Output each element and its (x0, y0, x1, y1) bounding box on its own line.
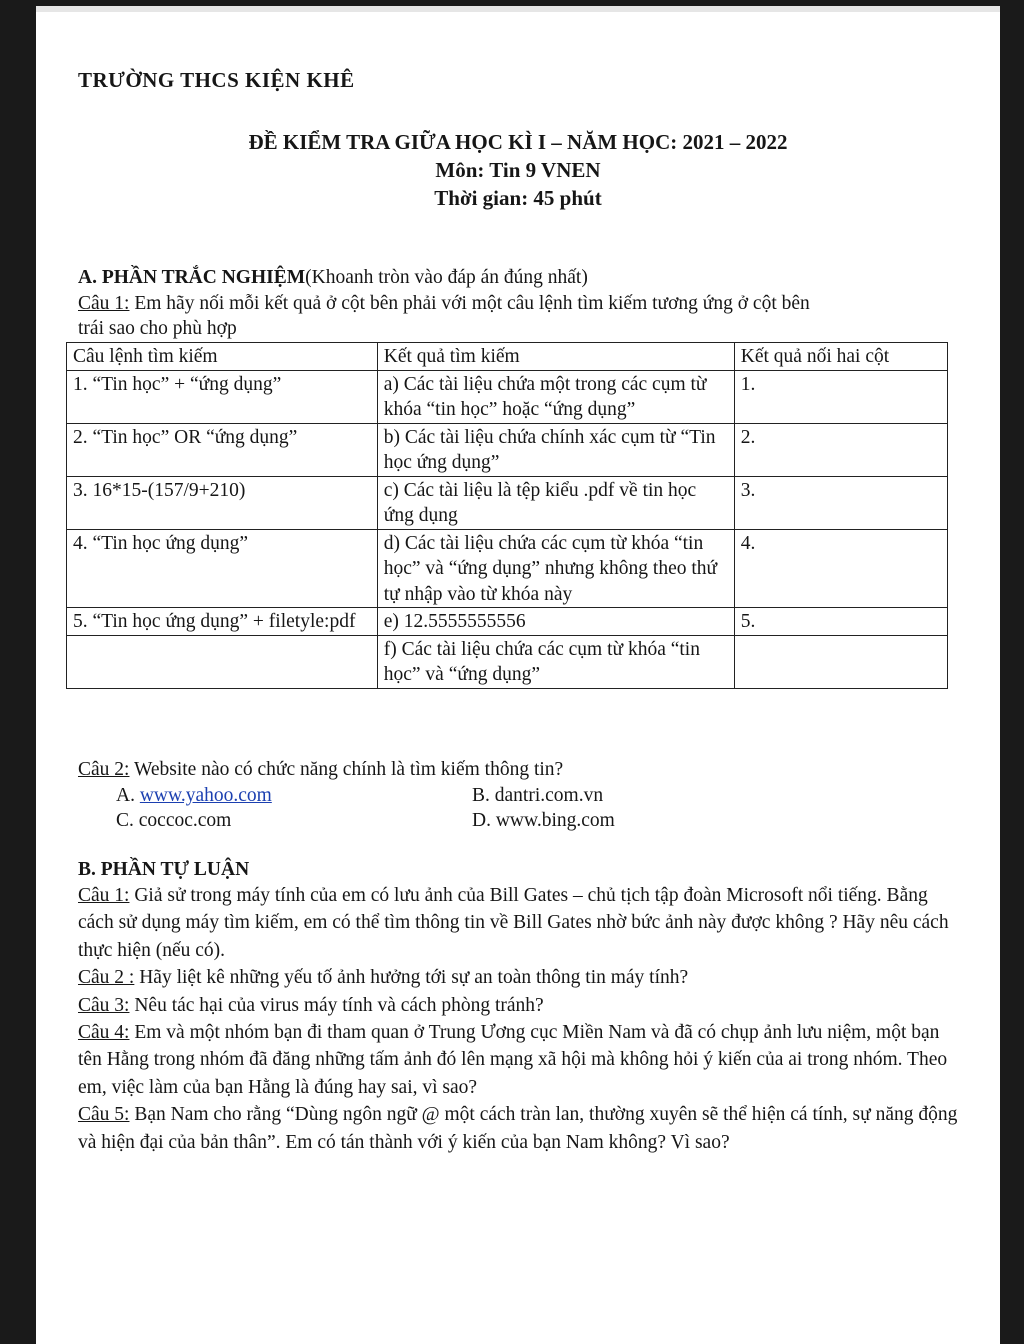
part-a-heading: A. PHẦN TRẮC NGHIỆM (78, 267, 306, 288)
q2-option-c: C. coccoc.com (116, 810, 232, 831)
match-cell: 3. (734, 476, 947, 529)
table-header-cell: Kết quả tìm kiếm (377, 343, 734, 371)
table-row (67, 423, 948, 476)
part-b-heading: B. PHẦN TỰ LUẬN (78, 859, 250, 880)
essay-q5-label: Câu 5: (78, 1104, 130, 1126)
result-cell: a) Các tài liệu chứa một trong các cụm từ khóa “tin học” hoặc “ứng dụng” (377, 370, 734, 423)
result-cell: f) Các tài liệu chứa các cụm từ khóa “tin học” và “ứng dụng” (377, 635, 734, 688)
essay-q1-label: Câu 1: (78, 885, 130, 906)
q1-text-line1: Em hãy nối mỗi kết quả ở cột bên phải với một câu lệnh tìm kiếm tương ứng ở cột bên (129, 293, 810, 314)
match-cell: 4. (734, 529, 947, 608)
q1-text-line2: trái sao cho phù hợp (78, 318, 237, 339)
match-cell: 1. (734, 370, 947, 423)
command-cell: 5. “Tin học ứng dụng” + filetyle:pdf (67, 608, 378, 636)
command-cell: 3. 16*15-(157/9+210) (67, 476, 378, 529)
essay-q2-label: Câu 2 : (78, 967, 135, 989)
command-cell: 2. “Tin học” OR “ứng dụng” (67, 423, 378, 476)
table-header-cell: Câu lệnh tìm kiếm (67, 343, 378, 371)
q2-label: Câu 2: (78, 759, 130, 780)
essay-q4-text: Em và một nhóm bạn đi tham quan ở Trung Ương cục Miền Nam và đã có chụp ảnh lưu niệm, một bạn tên Hằng trong nhóm đã đăng những tấm ảnh đó lên mạng xã hội mà không hỏi ý kiến của ai trong nhóm. Theo em, việc làm của bạn Hằng là đúng hay sai, vì sao? (78, 1022, 948, 1098)
q2-option-b: B. dantri.com.vn (472, 785, 604, 806)
command-cell: 4. “Tin học ứng dụng” (67, 529, 378, 608)
matching-table (66, 342, 948, 689)
essay-q4-label: Câu 4: (78, 1022, 130, 1044)
result-cell: b) Các tài liệu chứa chính xác cụm từ “Tin học ứng dụng” (377, 423, 734, 476)
match-cell: 5. (734, 608, 947, 636)
essay-question (78, 1019, 958, 1101)
part-a-heading-line (78, 264, 588, 291)
match-cell (734, 635, 947, 688)
essay-question (78, 992, 958, 1019)
essay-q2-text: Hãy liệt kê những yếu tố ảnh hưởng tới sự an toàn thông tin máy tính? (134, 967, 689, 989)
q2-text: Website nào có chức năng chính là tìm kiếm thông tin? (129, 759, 564, 780)
school-name: TRƯỜNG THCS KIỆN KHÊ (78, 68, 355, 92)
result-cell: d) Các tài liệu chứa các cụm từ khóa “tin học” và “ứng dụng” nhưng không theo thứ tự nhập vào từ khóa này (377, 529, 734, 608)
essay-q5-text: Bạn Nam cho rằng “Dùng ngôn ngữ @ một cách tràn lan, thường xuyên sẽ thể hiện cá tính, sự năng động và hiện đại của bản thân”. Em có tán thành với ý kiến của bạn Nam không? Vì sao? (78, 1104, 958, 1153)
q1-line1 (78, 290, 810, 317)
essay-q1-text: Giả sử trong máy tính của em có lưu ảnh của Bill Gates – chủ tịch tập đoàn Microsoft nổi tiếng. Bằng cách sử dụng máy tìm kiếm, em có thể tìm thông tin về Bill Gates nhờ bức ảnh này được không ? Hãy nêu cách thực hiện (nếu có). (78, 885, 949, 961)
exam-title: ĐỀ KIỂM TRA GIỮA HỌC KÌ I – NĂM HỌC: 2021 – 2022 (248, 130, 788, 154)
essay-q3-label: Câu 3: (78, 994, 130, 1016)
q2-option-d: D. www.bing.com (472, 810, 615, 831)
table-header-row (67, 343, 948, 371)
command-cell: 1. “Tin học” + “ứng dụng” (67, 370, 378, 423)
table-row (67, 529, 948, 608)
q2-option-a-prefix: A. (116, 785, 140, 806)
essay-q3-text: Nêu tác hại của virus máy tính và cách phòng tránh? (129, 994, 544, 1016)
command-cell (67, 635, 378, 688)
table-row (67, 635, 948, 688)
yahoo-link[interactable]: www.yahoo.com (139, 785, 272, 806)
table-row (67, 608, 948, 636)
result-cell: c) Các tài liệu là tệp kiểu .pdf về tin học ứng dụng (377, 476, 734, 529)
match-cell: 2. (734, 423, 947, 476)
q2-line (78, 756, 563, 783)
essay-question (78, 964, 958, 991)
table-header-cell: Kết quả nối hai cột (734, 343, 947, 371)
exam-duration: Thời gian: 45 phút (434, 186, 602, 210)
exam-subject: Môn: Tin 9 VNEN (435, 158, 601, 182)
essay-question (78, 1101, 958, 1156)
essay-question (78, 882, 958, 964)
table-row (67, 370, 948, 423)
result-cell: e) 12.5555555556 (377, 608, 734, 636)
part-a-note: (Khoanh tròn vào đáp án đúng nhất) (305, 267, 588, 288)
q1-label: Câu 1: (78, 293, 130, 314)
essay-questions (78, 882, 958, 1156)
q2-option-a (116, 782, 272, 809)
page-top-edge (36, 6, 1000, 12)
table-row (67, 476, 948, 529)
document-page (36, 6, 1000, 1344)
